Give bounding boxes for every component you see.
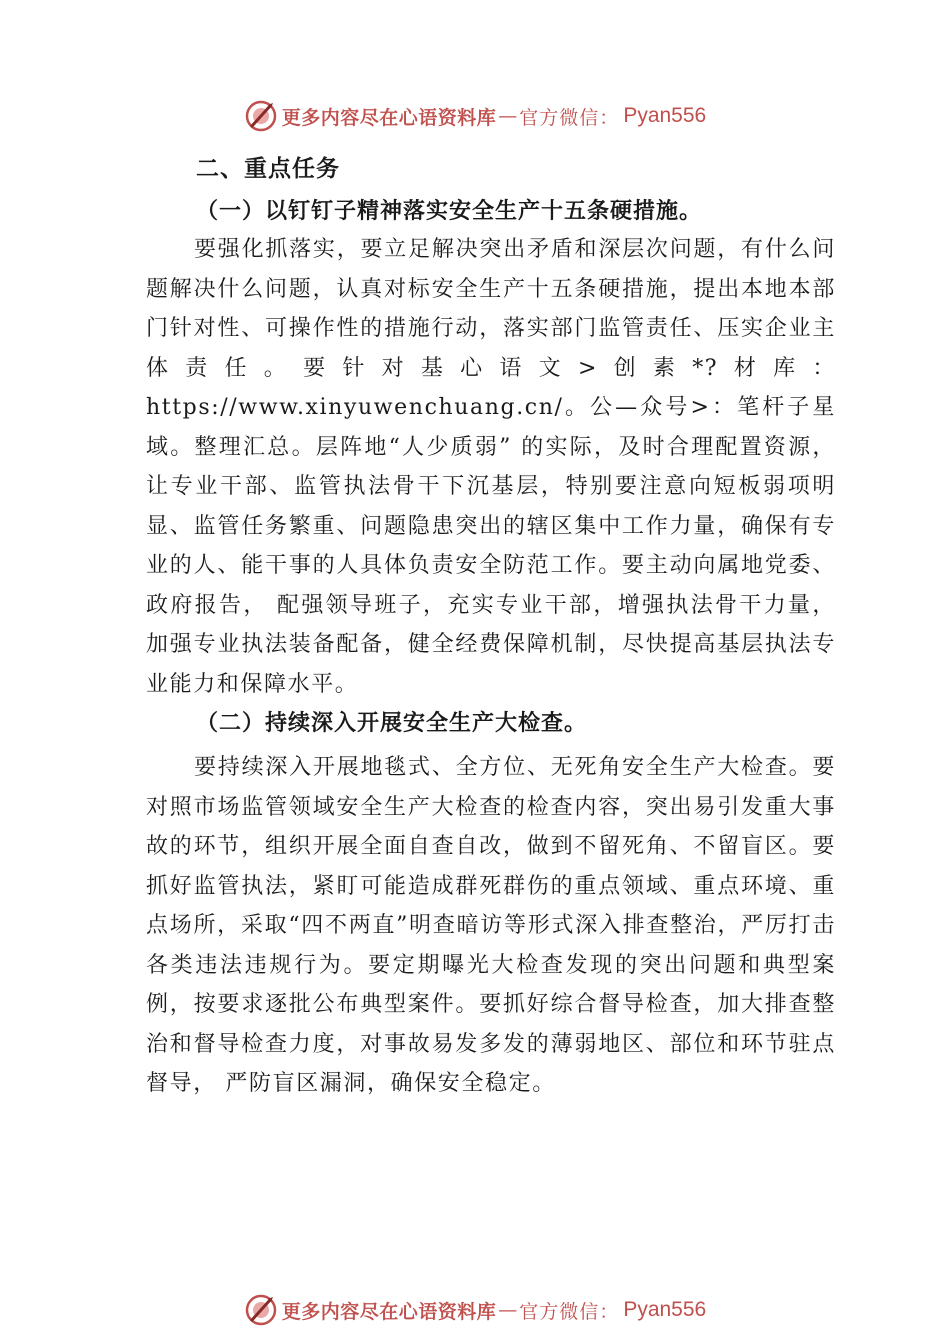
pen-logo-icon [244,1293,278,1327]
watermark-separator: — [498,1299,518,1321]
watermark-brand: 更多内容尽在心语资料库 [281,106,497,129]
watermark-brand: 更多内容尽在心语资料库 [281,1300,497,1323]
subsection-1-title: （一）以钉钉子精神落实安全生产十五条硬措施。 [196,199,703,224]
subsection-1-body: 要强化抓落实，要立足解决突出矛盾和深层次问题，有什么问题解决什么问题，认真对标安全生产十五条硬措施，提出本地本部门针对性、可操作性的措施行动，落实部门监管责任、压实企业主体责任。要针对基心语文>创素*?材库：https://www.xinyuwenchuang.cn/。公—众号>：笔杆子星域。整理汇总。层阵地“人少质弱” 的实际，及时合理配置资源，让专业干部、监管执法骨干下沉基层，特别要注意向短板弱项明显、监管任务繁重、问题隐患突出的辖区集中工作力量，确保有专业的人、能干事的人具体负责安全防范工作。要主动向属地党委、政府报告， 配强领导班子，充实专业干部，增强执法骨干力量，加强专业执法装备配备，健全经费保障机制，尽快提高基层执法专业能力和保障水平。 [146,237,836,697]
watermark-separator: — [498,105,518,127]
subsection-2-body: 要持续深入开展地毯式、全方位、无死角安全生产大检查。要对照市场监管领域安全生产大检查的检查内容，突出易引发重大事故的环节，组织开展全面自查自改，做到不留死角、不留盲区。要抓好监管执法，紧盯可能造成群死群伤的重点领域、重点环境、重点场所，采取“四不两直”明查暗访等形式深入排查整治，严厉打击各类违法违规行为。要定期曝光大检查发现的突出问题和典型案例，按要求逐批公布典型案件。要抓好综合督导检查，加大排查整治和督导检查力度，对事故易发多发的薄弱地区、部位和环节驻点督导， 严防盲区漏洞，确保安全稳定。 [146,755,836,1096]
watermark-wechat-id: Pyan556 [623,104,707,127]
watermark-label: 官方微信： [519,106,620,129]
watermark-label: 官方微信： [519,1300,620,1323]
section-heading: 二、重点任务 [196,156,340,182]
watermark-footer [0,1290,950,1330]
watermark-header [0,96,950,136]
pen-logo-icon [244,99,278,133]
watermark-wechat-id: Pyan556 [623,1298,707,1321]
subsection-2-title: （二）持续深入开展安全生产大检查。 [196,711,588,736]
